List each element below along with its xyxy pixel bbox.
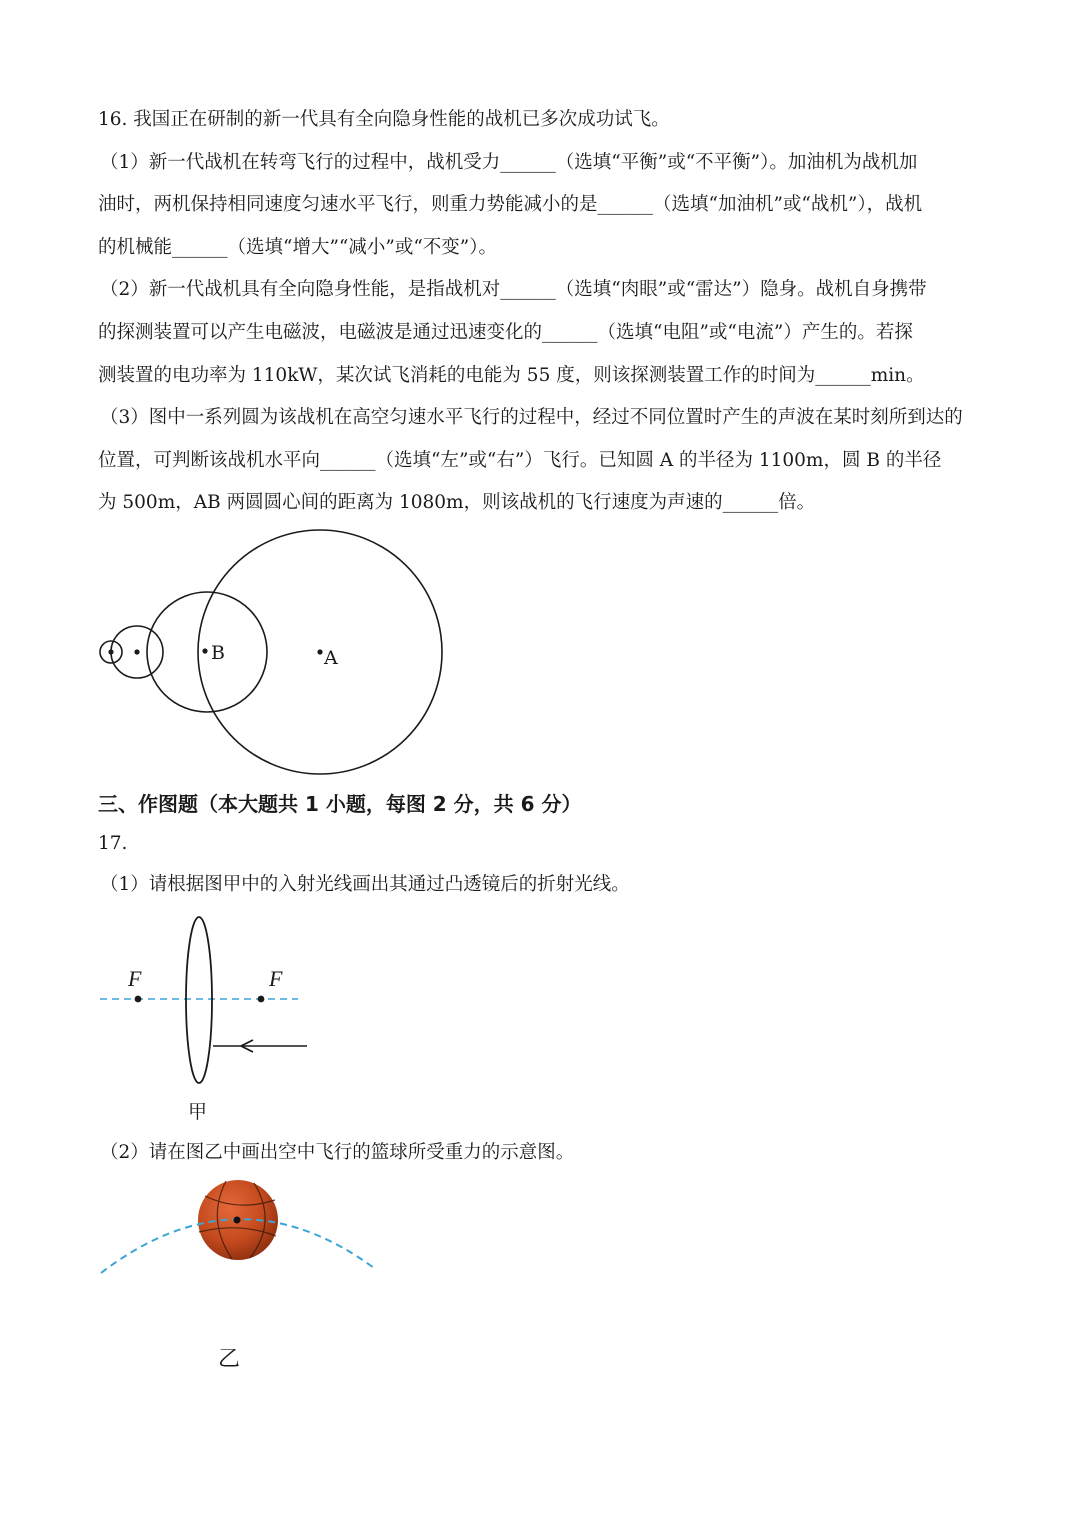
q16-intro: 16. 我国正在研制的新一代具有全向隐身性能的战机已多次成功试飞。 [98, 109, 670, 130]
focus-left-label: F [128, 966, 142, 991]
sound-wave-figure [100, 530, 442, 774]
q17-part2: （2）请在图乙中画出空中飞行的篮球所受重力的示意图。 [100, 1142, 575, 1163]
q17-part1: （1）请根据图甲中的入射光线画出其通过凸透镜后的折射光线。 [100, 874, 630, 895]
q16-line-3: 的机械能______（选填“增大”“减小”或“不变”）。 [98, 237, 497, 258]
focus-right-label: F [269, 966, 283, 991]
q16-line-6: 测装置的电功率为 110kW，某次试飞消耗的电能为 55 度，则该探测装置工作的时间为______min。 [98, 365, 925, 386]
ball-center-dot [234, 1217, 241, 1224]
q16-line-4: （2）新一代战机具有全向隐身性能，是指战机对______（选填“肉眼”或“雷达”）隐身。战机自身携带 [100, 279, 927, 300]
q16-line-1: （1）新一代战机在转弯飞行的过程中，战机受力______（选填“平衡”或“不平衡”）。加油机为战机加 [100, 152, 918, 173]
q16-line-9: 为 500m，AB 两圆圆心间的距离为 1080m，则该战机的飞行速度为声速的______倍。 [98, 492, 816, 513]
focus-left-dot [135, 996, 142, 1003]
section-heading: 三、作图题（本大题共 1 小题，每图 2 分，共 6 分） [98, 792, 582, 816]
focus-right-dot [258, 996, 265, 1003]
q16-line-7: （3）图中一系列圆为该战机在高空匀速水平飞行的过程中，经过不同位置时产生的声波在某时刻所到达的 [100, 407, 963, 428]
convex-lens [186, 917, 212, 1083]
center-4-dot [108, 649, 113, 654]
center-a-dot [317, 649, 322, 654]
q16-line-5: 的探测装置可以产生电磁波，电磁波是通过迅速变化的______（选填“电阻”或“电流”）产生的。若探 [98, 322, 913, 343]
fig2-caption: 乙 [218, 1347, 241, 1372]
label-b: B [211, 642, 225, 664]
basketball-figure [101, 1180, 374, 1372]
q16-line-8: 位置，可判断该战机水平向______（选填“左”或“右”）飞行。已知圆 A 的半径为 1100m，圆 B 的半径 [98, 450, 942, 471]
q17-number: 17. [98, 833, 128, 854]
center-3-dot [134, 649, 139, 654]
lens-figure [100, 917, 307, 1123]
fig1-caption: 甲 [188, 1101, 208, 1123]
center-b-dot [202, 648, 207, 653]
q16-line-2: 油时，两机保持相同速度匀速水平飞行，则重力势能减小的是______（选填“加油机”或“战机”），战机 [98, 194, 923, 215]
label-a: A [324, 647, 338, 669]
